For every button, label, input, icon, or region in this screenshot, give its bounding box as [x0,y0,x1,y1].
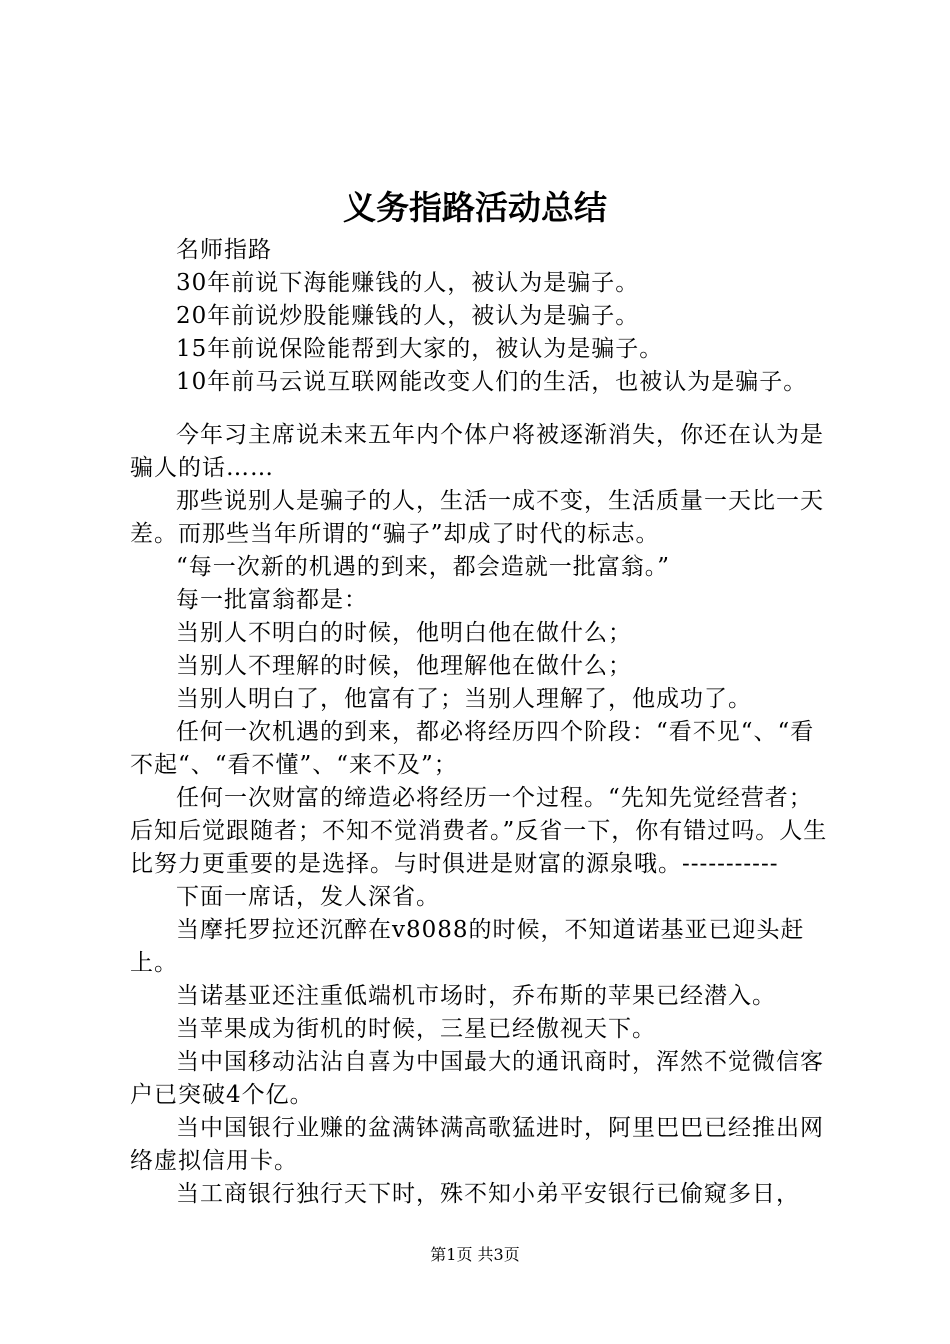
document-title: 义务指路活动总结 [343,188,607,227]
paragraph: 当工商银行独行天下时，殊不知小弟平安银行已偷窥多日， [176,1181,800,1207]
paragraph: 任何一次财富的缔造必将经历一个过程。“先知先觉经营者；后知后觉跟随者；不知不觉消费者。”反省一下，你有错过吗。人生比努力更重要的是选择。与时俱进是财富的源泉哦。----------- [130,785,828,877]
paragraph: 当诺基亚还注重低端机市场时，乔布斯的苹果已经潜入。 [176,983,776,1009]
paragraph: 当别人不明白的时候，他明白他在做什么； [176,620,632,646]
paragraph: 下面一席话，发人深省。 [176,884,440,910]
paragraph: 15年前说保险能帮到大家的，被认为是骗子。 [176,336,664,362]
paragraph: 10年前马云说互联网能改变人们的生活，也被认为是骗子。 [176,369,808,395]
paragraph: 当别人明白了，他富有了；当别人理解了，他成功了。 [176,686,752,712]
paragraph: 每一批富翁都是： [176,587,368,613]
paragraph: 20年前说炒股能赚钱的人，被认为是骗子。 [176,303,640,329]
paragraph: 30年前说下海能赚钱的人，被认为是骗子。 [176,270,640,296]
paragraph: “每一次新的机遇的到来，都会造就一批富翁。” [176,554,671,580]
paragraph: 名师指路 [176,237,272,263]
paragraph: 当摩托罗拉还沉醉在v8088的时候，不知道诺基亚已迎头赶上。 [130,917,805,976]
paragraph: 当别人不理解的时候，他理解他在做什么； [176,653,632,679]
paragraph: 当苹果成为街机的时候，三星已经傲视天下。 [176,1016,656,1042]
document-body [130,234,836,1211]
paragraph: 那些说别人是骗子的人，生活一成不变，生活质量一天比一天差。而那些当年所谓的“骗子”却成了时代的标志。 [130,488,824,547]
paragraph: 当中国移动沾沾自喜为中国最大的通讯商时，浑然不觉微信客户已突破4个亿。 [130,1049,824,1108]
paragraph: 今年习主席说未来五年内个体户将被逐渐消失，你还在认为是骗人的话…… [130,422,824,481]
paragraph: 任何一次机遇的到来，都必将经历四个阶段：“看不见“、“看不起“、“看不懂”、“来不及”； [130,719,815,778]
paragraph: 当中国银行业赚的盆满钵满高歌猛进时，阿里巴巴已经推出网络虚拟信用卡。 [130,1115,824,1174]
page-footer: 第1页 共3页 [430,1245,520,1264]
